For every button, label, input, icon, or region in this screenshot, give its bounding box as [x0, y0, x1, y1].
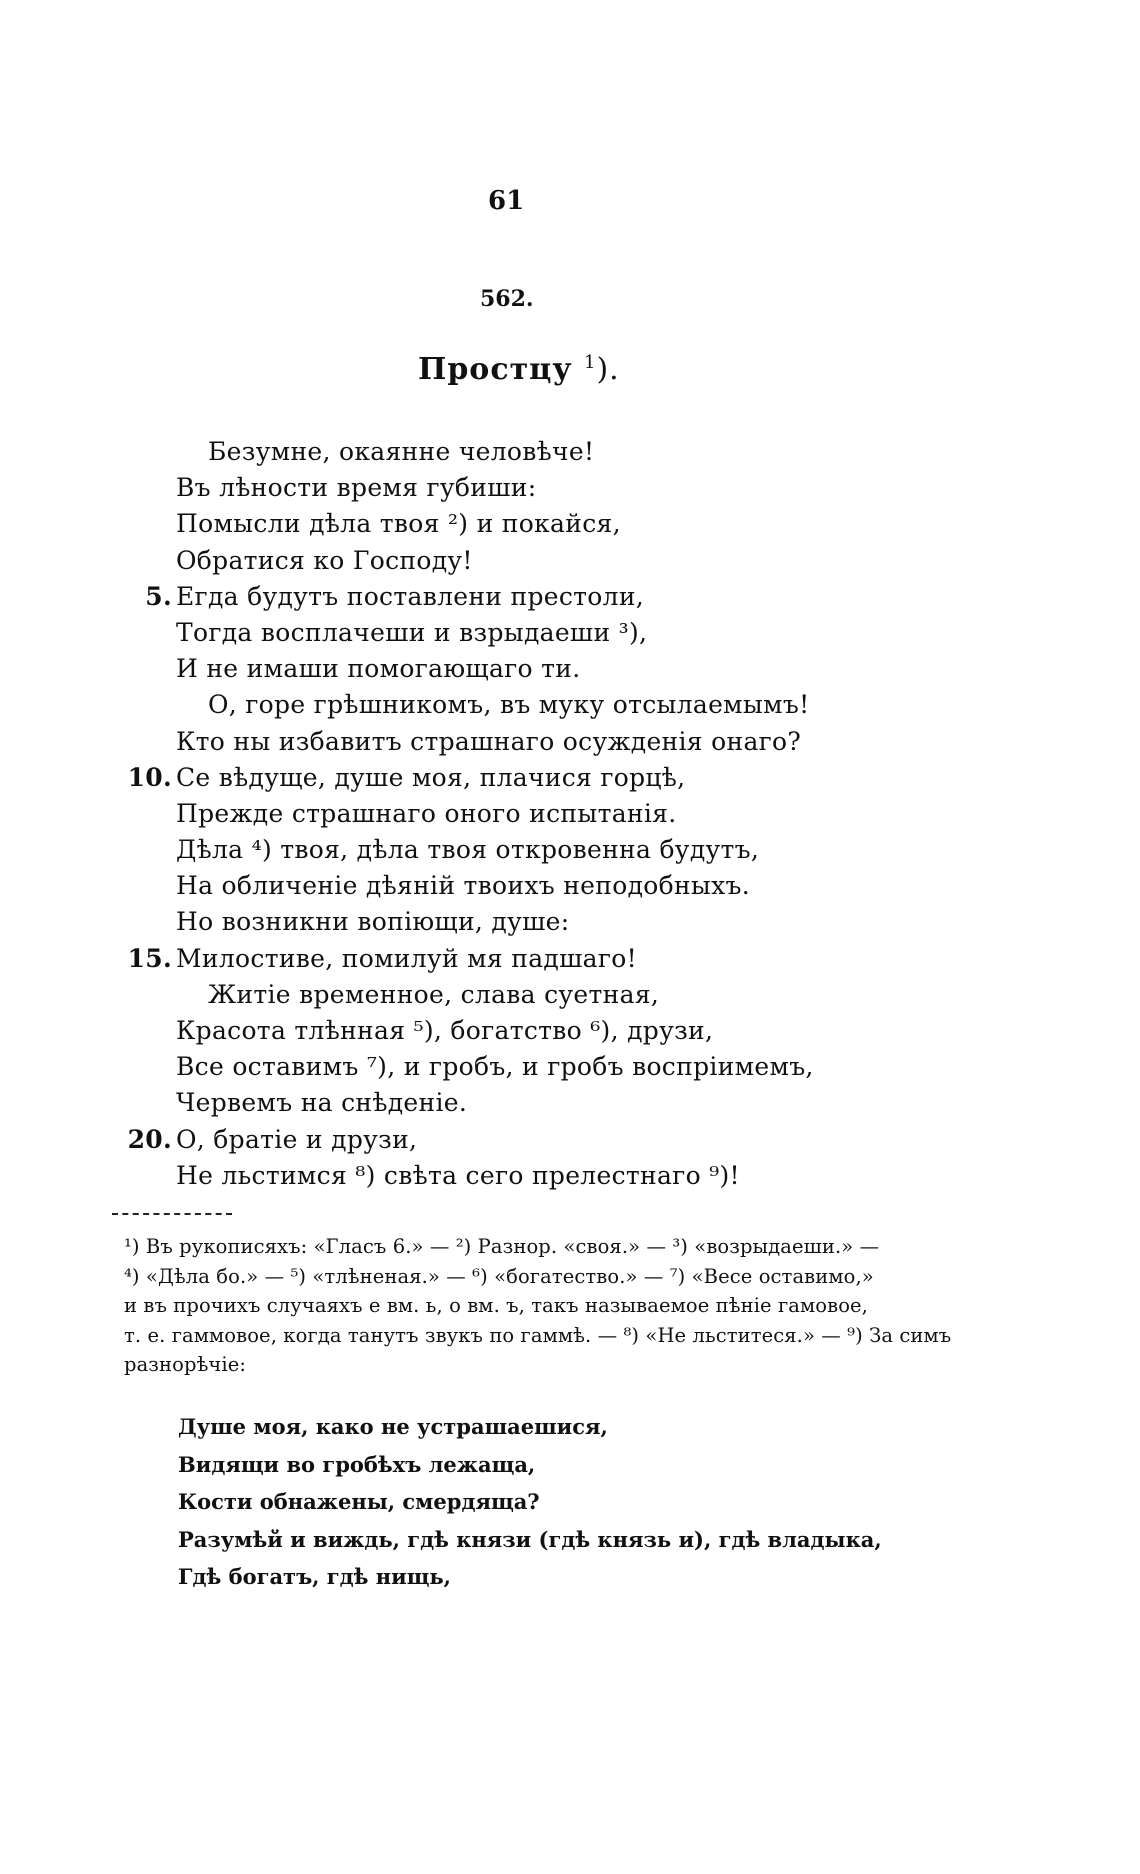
quote-line: Видящи во гробѣхъ лежаща, — [178, 1451, 536, 1477]
line-text: Все оставимъ ⁷), и гробъ, и гробъ воспріимемъ, — [176, 1052, 814, 1082]
line-text: Въ лѣности время губиши: — [176, 473, 537, 503]
poem-line — [120, 470, 880, 506]
poem-line — [120, 760, 880, 796]
line-text: Не льстимся ⁸) свѣта сего прелестнаго ⁹)! — [176, 1160, 740, 1190]
footnote-divider — [112, 1213, 232, 1215]
line-text: На обличеніе дѣяній твоихъ неподобныхъ. — [176, 871, 750, 901]
poem-body — [120, 434, 880, 1194]
line-text: О, братіе и друзи, — [176, 1124, 418, 1154]
poem-line — [120, 1158, 880, 1194]
footnote-line: ⁴) «Дѣла бо.» — ⁵) «тлѣненая.» — ⁶) «богатество.» — ⁷) «Весе оставимо,» — [124, 1264, 874, 1288]
line-text: Егда будутъ поставлени престоли, — [176, 581, 645, 611]
line-text: Милостиве, помилуй мя падшаго! — [176, 943, 637, 973]
line-number: 15. — [127, 943, 172, 973]
poem-line — [120, 724, 880, 760]
line-number: 10. — [127, 762, 172, 792]
poem-line — [120, 941, 880, 977]
poem-line — [120, 977, 880, 1013]
variant-quote — [178, 1408, 882, 1596]
page-number: 61 — [488, 186, 525, 216]
poem-line — [120, 868, 880, 904]
line-text: Безумне, окаянне человѣче! — [208, 437, 595, 466]
poem-line — [120, 1049, 880, 1085]
poem-line — [120, 506, 880, 542]
poem-line — [120, 615, 880, 651]
footnote-line: ¹) Въ рукописяхъ: «Гласъ 6.» — ²) Разнор. «своя.» — ³) «возрыдаеши.» — — [124, 1235, 880, 1258]
poem-line — [120, 434, 880, 470]
line-text: Красота тлѣнная ⁵), богатство ⁶), друзи, — [176, 1016, 714, 1045]
poem-title — [418, 352, 620, 387]
poem-line — [120, 832, 880, 868]
line-text: И не имаши помогающаго ти. — [176, 654, 581, 684]
poem-line — [120, 687, 880, 723]
line-text: Обратися ко Господу! — [176, 545, 473, 575]
poem-line — [120, 796, 880, 832]
poem-line — [120, 1085, 880, 1121]
line-text: Кто ны избавитъ страшнаго осужденія онаго? — [176, 726, 802, 756]
poem-line — [120, 543, 880, 579]
poem-line — [120, 579, 880, 615]
quote-line: Разумѣй и виждь, гдѣ князи (гдѣ князь и), гдѣ владыка, — [178, 1526, 882, 1552]
line-number: 20. — [127, 1124, 172, 1154]
poem-line — [120, 1013, 880, 1049]
poem-line — [120, 651, 880, 687]
line-text: Помысли дѣла твоя ²) и покайся, — [176, 509, 621, 539]
line-text: Тогда восплачеши и взрыдаеши ³), — [176, 617, 648, 647]
footnotes — [124, 1232, 952, 1380]
line-text: Се вѣдуще, душе моя, плачися горцѣ, — [176, 762, 686, 792]
title-close: ). — [596, 352, 620, 387]
line-text: О, горе грѣшникомъ, въ муку отсылаемымъ! — [208, 690, 810, 720]
poem-number: 562. — [480, 286, 534, 312]
footnote-line: разнорѣчіе: — [124, 1353, 247, 1377]
poem-line — [120, 1122, 880, 1158]
line-text: Но возникни вопіющи, душе: — [176, 907, 570, 937]
line-text: Дѣла ⁴) твоя, дѣла твоя откровенна будутъ, — [176, 835, 760, 865]
footnote-line: и въ прочихъ случаяхъ е вм. ь, о вм. ъ, такъ называемое пѣніе гамовое, — [124, 1294, 868, 1318]
line-text: Житіе временное, слава суетная, — [208, 979, 660, 1009]
poem-line — [120, 904, 880, 940]
footnote-line: т. е. гаммовое, когда танутъ звукъ по гаммѣ. — ⁸) «Не льститеся.» — ⁹) За симъ — [124, 1323, 952, 1347]
line-number: 5. — [145, 581, 172, 611]
quote-line: Кости обнажены, смердяща? — [178, 1489, 540, 1514]
line-text: Червемъ на снѣденіе. — [176, 1088, 468, 1118]
title-footnote-mark: 1 — [584, 352, 597, 373]
line-text: Прежде страшнаго оного испытанія. — [176, 798, 677, 828]
poem-title-text: Простцу — [418, 352, 573, 387]
quote-line: Гдѣ богатъ, гдѣ нищь, — [178, 1564, 451, 1589]
quote-line: Душе моя, како не устрашаешися, — [178, 1414, 608, 1439]
